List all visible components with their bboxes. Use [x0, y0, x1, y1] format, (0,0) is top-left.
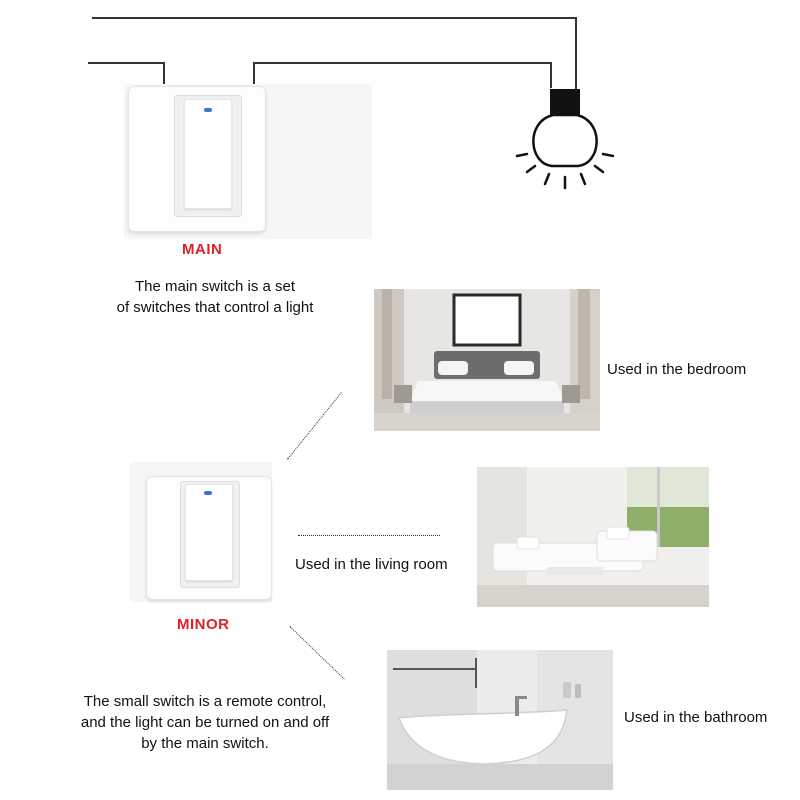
- bedroom-photo: [374, 289, 600, 431]
- connector-to-living-room: [298, 535, 440, 536]
- connector-to-bathroom: [289, 626, 344, 680]
- bedroom-caption: Used in the bedroom: [607, 361, 747, 378]
- main-switch: [124, 84, 372, 239]
- wire-mid-horizontal: [253, 62, 551, 64]
- main-switch-rocker: [184, 99, 232, 209]
- main-switch-caption: [90, 276, 340, 318]
- minor-switch: [130, 462, 272, 602]
- small-caption-line-3: by the main switch.: [141, 735, 269, 752]
- main-switch-label: MAIN: [182, 241, 223, 258]
- bathroom-caption: Used in the bathroom: [624, 709, 768, 726]
- small-switch-caption: [50, 691, 360, 754]
- living-room-photo: [477, 467, 709, 607]
- main-caption-line-2: of switches that control a light: [116, 299, 314, 316]
- wire-left-drop: [163, 62, 165, 84]
- connector-to-bedroom: [287, 392, 342, 459]
- minor-switch-rocker: [185, 484, 233, 581]
- wire-top-horizontal: [92, 17, 576, 19]
- living-room-caption: Used in the living room: [295, 556, 448, 573]
- minor-switch-led-indicator: [204, 491, 212, 495]
- bathroom-photo: [387, 650, 613, 790]
- wire-left-stub: [88, 62, 164, 64]
- wire-mid-drop-left: [253, 62, 255, 84]
- main-switch-led-indicator: [204, 108, 212, 112]
- small-caption-line-2: and the light can be turned on and off: [80, 714, 330, 731]
- main-caption-line-1: The main switch is a set: [134, 278, 296, 295]
- wire-top-vertical: [575, 17, 577, 93]
- small-caption-line-1: The small switch is a remote control,: [83, 693, 327, 710]
- light-bulb-icon: [505, 84, 625, 194]
- minor-switch-label: MINOR: [177, 616, 230, 633]
